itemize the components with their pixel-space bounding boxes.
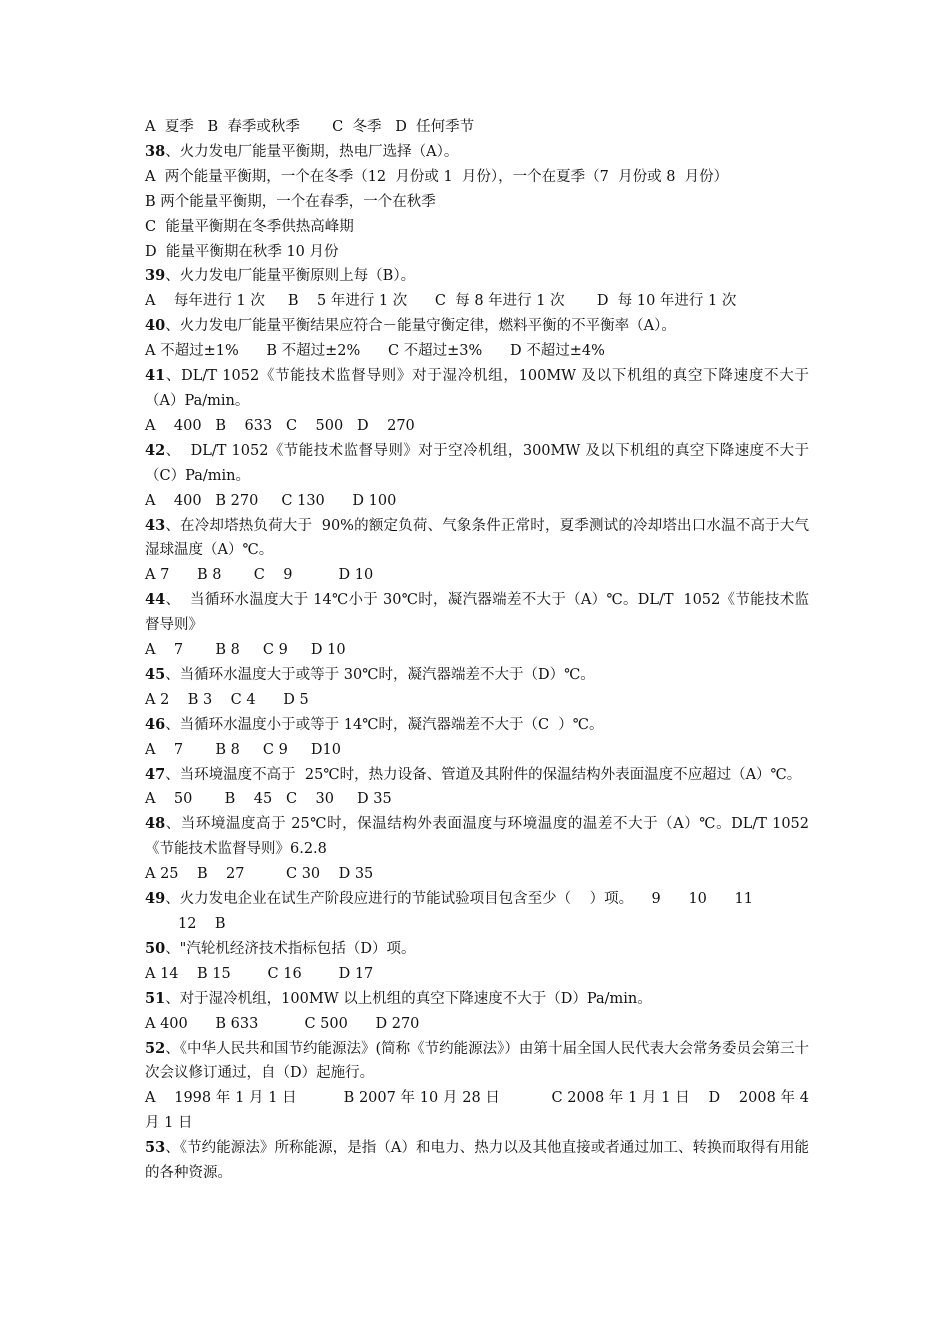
answer-options: C 能量平衡期在冬季供热高峰期: [145, 218, 354, 235]
question-number: 41: [145, 367, 166, 385]
question-number: 52: [145, 1039, 166, 1057]
question-text: 、火力发电厂能量平衡结果应符合－能量守衡定律，燃料平衡的不平衡率（A）。: [165, 318, 676, 335]
question-text: 、火力发电企业在试生产阶段应进行的节能试验项目包含至少（ ）项。 9 10 11: [165, 891, 753, 908]
question-38: [145, 140, 809, 165]
question-number: 44: [145, 591, 166, 609]
question-46: [145, 713, 809, 738]
question-number: 45: [145, 665, 166, 683]
answer-options: A 7 B 8 C 9 D10: [145, 741, 341, 758]
question-number: 49: [145, 890, 166, 908]
question-text: 、DL/T 1052《节能技术监督导则》对于湿冷机组，100MW 及以下机组的真空下降速度不大于（A）Pa/min。: [145, 368, 809, 409]
question-number: 42: [145, 441, 166, 459]
document-page: [145, 115, 814, 1186]
answer-options: D 能量平衡期在秋季 10 月份: [145, 243, 339, 260]
question-47: [145, 763, 809, 788]
question-text: 、对于湿冷机组，100MW 以上机组的真空下降速度不大于（D）Pa/min。: [165, 990, 652, 1007]
question-48: [145, 812, 809, 862]
question-text: 、《节约能源法》所称能源，是指（A）和电力、热力以及其他直接或者通过加工、转换而取得有用能的各种资源。: [145, 1140, 809, 1182]
question-number: 51: [145, 989, 166, 1007]
question-50: [145, 937, 809, 962]
question-45: [145, 663, 809, 688]
question-text: 、 DL/T 1052《节能技术监督导则》对于空冷机组，300MW 及以下机组的真空下降速度不大于（C）Pa/min。: [145, 442, 809, 484]
question-text: 、当循环水温度大于或等于 30℃时，凝汽器端差不大于（D）℃。: [165, 666, 595, 683]
answer-options: A 7 B 8 C 9 D 10: [145, 567, 374, 584]
answer-options: A 2 B 3 C 4 D 5: [145, 691, 309, 708]
answer-options: A 1998 年 1 月 1 日 B 2007 年 10 月 28 日 C 2008 年 1 月 1 日 D 2008 年 4 月 1 日: [145, 1090, 814, 1132]
question-number: 39: [145, 267, 166, 285]
answer-options: A 50 B 45 C 30 D 35: [145, 791, 392, 808]
question-text: 、《中华人民共和国节约能源法》(简称《节约能源法》）由第十届全国人民代表大会常务委员会第三十次会议修订通过，自（D）起施行。: [145, 1040, 809, 1082]
question-53: [145, 1136, 809, 1186]
question-42: [145, 439, 809, 489]
question-text: 、当循环水温度小于或等于 14℃时，凝汽器端差不大于（C ）℃。: [165, 716, 604, 733]
question-number: 47: [145, 765, 166, 783]
question-41: [145, 364, 809, 414]
answer-options: A 14 B 15 C 16 D 17: [145, 965, 374, 982]
question-number: 53: [145, 1139, 166, 1157]
question-number: 46: [145, 715, 166, 733]
answer-options: A 400 B 633 C 500 D 270: [145, 417, 415, 434]
answer-options: B 两个能量平衡期，一个在春季，一个在秋季: [145, 193, 436, 210]
question-40: [145, 314, 809, 339]
answer-options: A 每年进行 1 次 B 5 年进行 1 次 C 每 8 年进行 1 次 D 每 10 年进行 1 次: [145, 293, 737, 310]
answer-options: A 不超过±1% B 不超过±2% C 不超过±3% D 不超过±4%: [145, 343, 605, 360]
answer-options: A 两个能量平衡期，一个在冬季（12 月份或 1 月份），一个在夏季（7 月份或 8 月份）: [145, 168, 729, 185]
answer-options: A 400 B 270 C 130 D 100: [145, 492, 397, 509]
continuation-line: 12 B: [178, 916, 226, 932]
question-44: [145, 588, 809, 638]
answer-options: A 25 B 27 C 30 D 35: [145, 866, 374, 883]
answer-options: A 400 B 633 C 500 D 270: [145, 1015, 420, 1032]
question-51: [145, 987, 809, 1012]
answer-options: A 7 B 8 C 9 D 10: [145, 642, 346, 659]
question-text: 、当环境温度不高于 25℃时，热力设备、管道及其附件的保温结构外表面温度不应超过（A）℃。: [165, 766, 802, 783]
question-text: 、 当循环水温度大于 14℃小于 30℃时，凝汽器端差不大于（A）℃。DL/T 1052《节能技术监督导则》: [145, 592, 809, 634]
question-39: [145, 264, 809, 289]
question-43: [145, 514, 809, 564]
question-49: [145, 887, 809, 912]
question-text: 、火力发电厂能量平衡原则上每（B）。: [165, 268, 416, 285]
question-text: 、在冷却塔热负荷大于 90%的额定负荷、气象条件正常时，夏季测试的冷却塔出口水温不高于大气湿球温度（A）℃。: [145, 517, 809, 559]
question-52: [145, 1037, 809, 1087]
question-text: 、火力发电厂能量平衡期，热电厂选择（A）。: [165, 143, 459, 160]
question-number: 50: [145, 939, 166, 957]
question-text: 、当环境温度高于 25℃时，保温结构外表面温度与环境温度的温差不大于（A）℃。DL/T 1052《节能技术监督导则》6.2.8: [145, 816, 809, 858]
question-number: 43: [145, 516, 166, 534]
question-number: 48: [145, 815, 166, 833]
question-number: 38: [145, 142, 166, 160]
question-number: 40: [145, 317, 166, 335]
question-text: 、"汽轮机经济技术指标包括（D）项。: [165, 940, 416, 957]
answer-options: A 夏季 B 春季或秋季 C 冬季 D 任何季节: [145, 119, 475, 135]
